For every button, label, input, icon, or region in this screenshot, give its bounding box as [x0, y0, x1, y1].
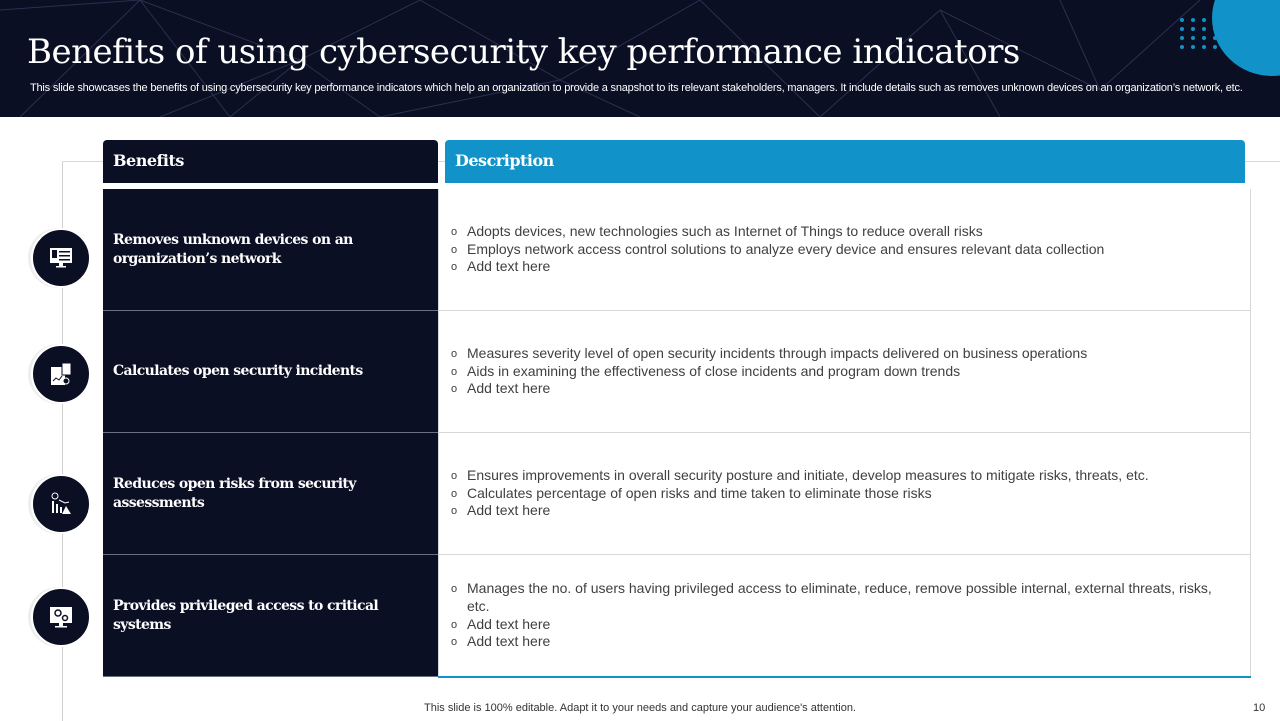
description-point: o Add text here	[451, 616, 1238, 634]
table-row	[103, 311, 1251, 433]
description-list	[451, 345, 1087, 398]
description-list	[451, 467, 1149, 520]
footer-note: This slide is 100% editable. Adapt it to your needs and capture your audience's attention.	[424, 702, 856, 714]
benefit-cell: Calculates open security incidents	[103, 311, 438, 433]
table-bottom-line	[438, 676, 1251, 678]
description-point: o Aids in examining the effectiveness of close incidents and program down trends	[451, 363, 1087, 381]
description-list	[451, 223, 1104, 276]
gear-monitor-icon	[47, 603, 75, 631]
description-point: o Add text here	[451, 258, 1104, 276]
gear-monitor-badge	[31, 587, 91, 647]
description-point: o Employs network access control solutions to analyze every device and ensures relevant data collection	[451, 241, 1104, 259]
benefit-cell: Removes unknown devices on an organization’s network	[103, 189, 438, 311]
description-cell	[438, 311, 1251, 433]
table-row	[103, 433, 1251, 555]
risk-chart-icon	[47, 490, 75, 518]
decorative-dots	[1180, 18, 1219, 49]
benefit-cell: Reduces open risks from security assessments	[103, 433, 438, 555]
risk-chart-badge	[31, 474, 91, 534]
description-point: o Measures severity level of open security incidents through impacts delivered on business operations	[451, 345, 1087, 363]
page-subtitle: This slide showcases the benefits of using cybersecurity key performance indicators which help an organization to provide a snapshot to its relevant stakeholders, managers. It include details such as removes unknown devices on an organization’s network, etc.	[30, 82, 1243, 94]
description-point: o Adopts devices, new technologies such as Internet of Things to reduce overall risks	[451, 223, 1104, 241]
description-list	[451, 580, 1238, 651]
description-point: o Ensures improvements in overall security posture and initiate, develop measures to mitigate risks, threats, etc.	[451, 467, 1149, 485]
header-description: Description	[445, 140, 1245, 183]
table-row	[103, 555, 1251, 677]
calculator-report-badge	[31, 344, 91, 404]
description-cell	[438, 555, 1251, 677]
header-benefits: Benefits	[103, 140, 438, 183]
calculator-report-icon	[47, 360, 75, 388]
benefit-cell: Provides privileged access to critical systems	[103, 555, 438, 677]
page-number: 10	[1253, 702, 1266, 714]
slide-header	[0, 0, 1280, 117]
description-cell	[438, 433, 1251, 555]
table-row	[103, 189, 1251, 311]
monitor-icon	[47, 244, 75, 272]
description-point: o Manages the no. of users having privileged access to eliminate, reduce, remove possible internal, external threats, risks, etc.	[451, 580, 1238, 615]
description-cell	[438, 189, 1251, 311]
description-point: o Add text here	[451, 380, 1087, 398]
description-point: o Calculates percentage of open risks and time taken to eliminate those risks	[451, 485, 1149, 503]
page-title: Benefits of using cybersecurity key performance indicators	[27, 32, 1020, 72]
description-point: o Add text here	[451, 502, 1149, 520]
description-point: o Add text here	[451, 633, 1238, 651]
monitor-badge	[31, 228, 91, 288]
